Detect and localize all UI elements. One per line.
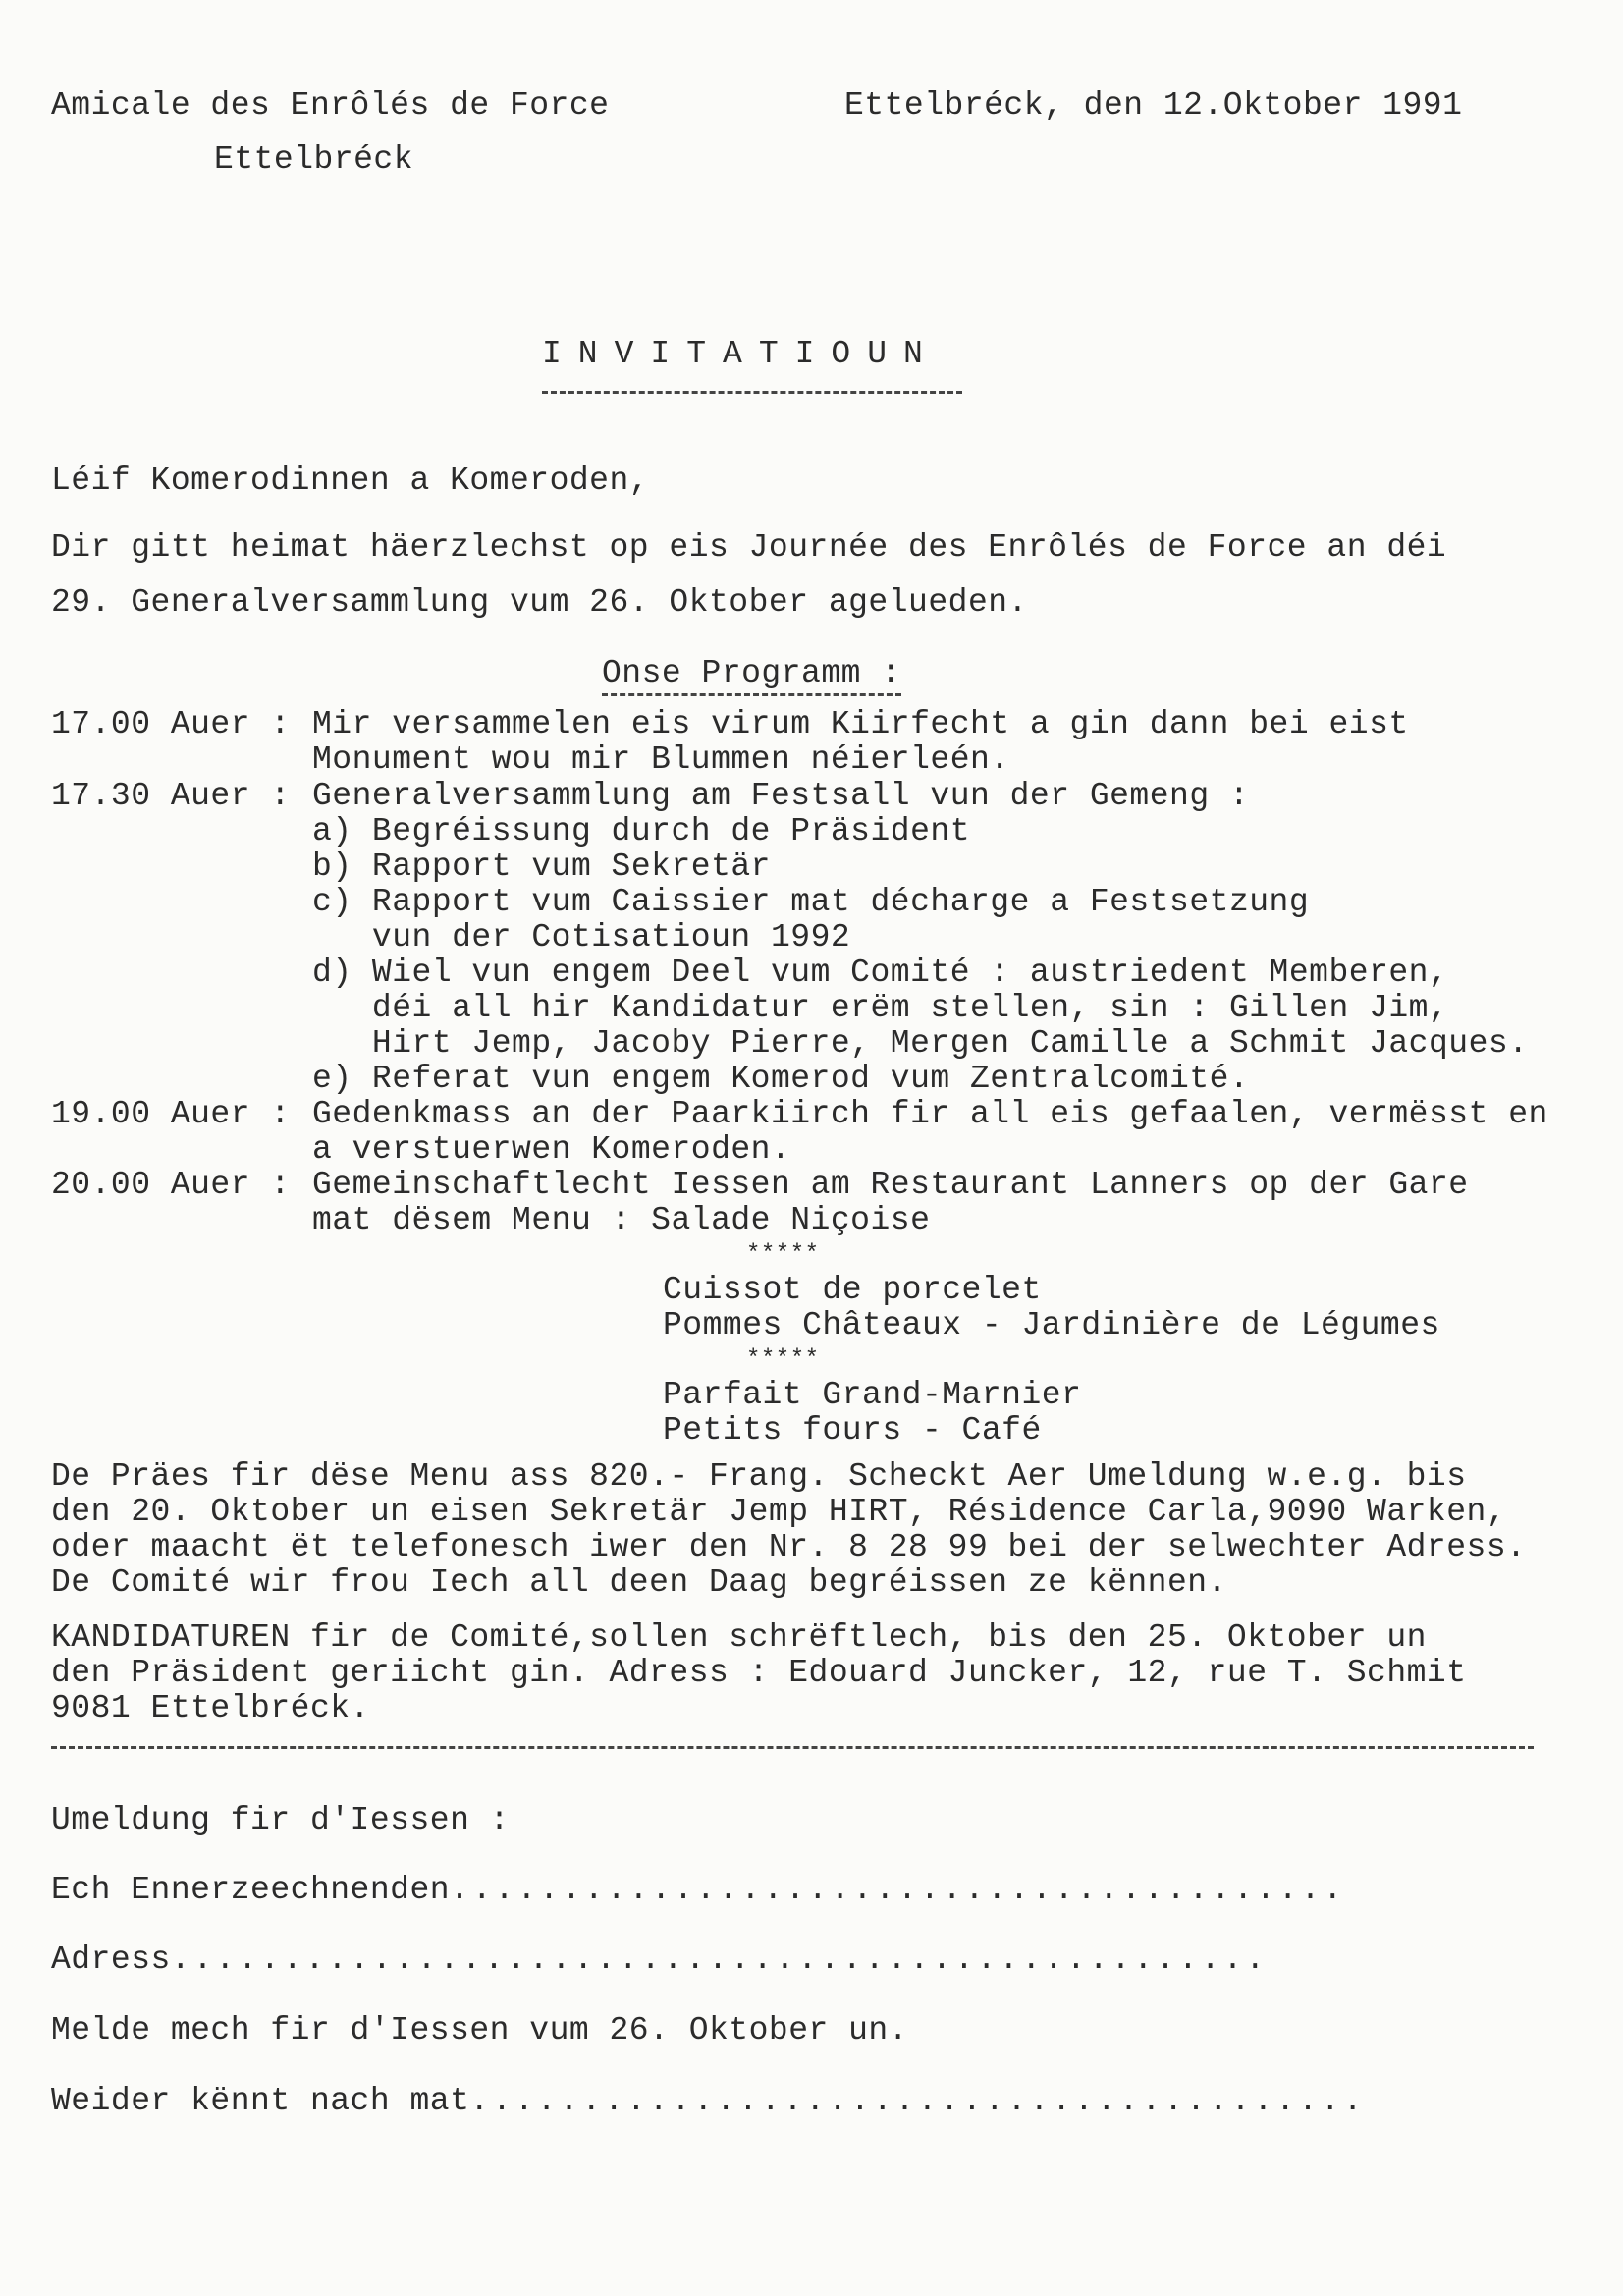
program-time-1700: 17.00 Auer : [51,706,291,742]
agenda-item-d-cont: Hirt Jemp, Jacoby Pierre, Mergen Camille a Schmit Jacques. [312,1025,1529,1062]
program-2000-line: mat dësem Menu : Salade Niçoise [312,1202,931,1238]
agenda-item-c-cont: vun der Cotisatioun 1992 [312,919,851,956]
org-location: Ettelbréck [214,141,414,178]
program-heading: Onse Programm : [602,655,901,696]
guests-field[interactable]: ........................................ [469,2083,1366,2119]
price-line: oder maacht ët telefonesch iwer den Nr. 8 28 99 bei der selwechter Adress. [51,1529,1527,1565]
menu-separator: ***** [746,1241,820,1268]
intro-line-2: 29. Generalversammlung vum 26. Oktober agelueden. [51,584,1028,621]
address-row [51,1942,1268,1978]
guests-row [51,2084,1366,2119]
price-line: den 20. Oktober un eisen Sekretär Jemp HIRT, Résidence Carla,9090 Warken, [51,1494,1507,1530]
agenda-item-d-cont: déi all hir Kandidatur erëm stellen, sin : Gillen Jim, [312,990,1449,1026]
program-1700-line: Mir versammelen eis virum Kiirfecht a gin dann bei eist [312,706,1409,742]
program-time-1730: 17.30 Auer : [51,778,291,814]
agenda-item-c: c) Rapport vum Caissier mat décharge a Festsetzung [312,884,1310,920]
agenda-item-e: e) Referat vun engem Komerod vum Zentralcomité. [312,1061,1250,1097]
program-1900-line: Gedenkmass an der Paarkiirch fir all eis gefaalen, vermësst en [312,1096,1548,1132]
address-label: Adress [51,1941,171,1978]
menu-separator: ***** [746,1346,820,1373]
intro-line-1: Dir gitt heimat häerzlechst op eis Journée des Enrôlés de Force an déi [51,529,1447,566]
program-2000-line: Gemeinschaftlecht Iessen am Restaurant Lanners op der Gare [312,1167,1469,1203]
candidatures-line: den Präsident geriicht gin. Adress : Edouard Juncker, 12, rue T. Schmit [51,1655,1467,1691]
section-divider [51,1746,1534,1749]
form-title: Umeldung fir d'Iessen : [51,1802,510,1838]
price-line: De Präes fir dëse Menu ass 820.- Frang. Scheckt Aer Umeldung w.e.g. bis [51,1458,1467,1495]
candidatures-line: KANDIDATUREN fir de Comité,sollen schrëftlech, bis den 25. Oktober un [51,1619,1427,1656]
program-1700-line: Monument wou mir Blummen néierleén. [312,741,1010,778]
guests-label: Weider kënnt nach mat [51,2083,470,2119]
org-name: Amicale des Enrôlés de Force [51,87,610,124]
program-time-1900: 19.00 Auer : [51,1096,291,1132]
program-1900-line: a verstuerwen Komeroden. [312,1131,791,1168]
undersigned-field[interactable]: ........................................ [450,1872,1346,1908]
undersigned-row [51,1873,1345,1908]
menu-item: Parfait Grand-Marnier [663,1377,1082,1413]
undersigned-label: Ech Ennerzeechnenden [51,1872,451,1908]
menu-item: Cuissot de porcelet [663,1272,1042,1308]
program-1730-line: Generalversammlung am Festsall vun der Gemeng : [312,778,1250,814]
agenda-item-b: b) Rapport vum Sekretär [312,848,771,885]
menu-item: Pommes Châteaux - Jardinière de Légumes [663,1307,1440,1343]
place-date: Ettelbréck, den 12.Oktober 1991 [844,87,1463,124]
register-text: Melde mech fir d'Iessen vum 26. Oktober un. [51,2012,909,2049]
address-field[interactable]: ................................................. [170,1941,1269,1978]
agenda-item-a: a) Begréissung durch de Präsident [312,813,971,849]
title-underline [542,391,962,394]
price-line: De Comité wir frou Iech all deen Daag begréissen ze kënnen. [51,1564,1227,1601]
candidatures-line: 9081 Ettelbréck. [51,1690,370,1726]
page-title: INVITATIOUN [542,336,940,372]
menu-item: Petits fours - Café [663,1412,1042,1449]
agenda-item-d: d) Wiel vun engem Deel vum Comité : austriedent Memberen, [312,955,1449,991]
salutation: Léif Komerodinnen a Komeroden, [51,463,650,499]
program-time-2000: 20.00 Auer : [51,1167,291,1203]
